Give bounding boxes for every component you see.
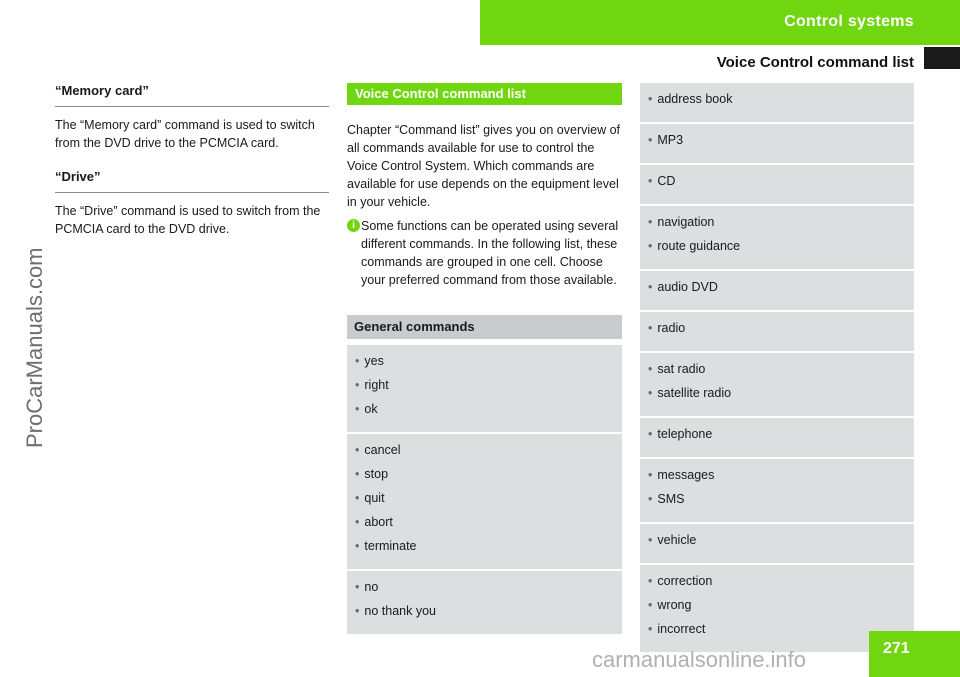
bottom-watermark: carmanualsonline.info <box>592 647 807 672</box>
command-item: • yes <box>355 353 622 377</box>
command-cell <box>640 353 914 416</box>
command-item: • terminate <box>355 538 622 562</box>
command-item: • no thank you <box>355 603 622 627</box>
command-item: • satellite radio <box>648 385 914 409</box>
command-item: • right <box>355 377 622 401</box>
command-cell <box>640 124 914 163</box>
command-item: • CD <box>648 173 914 197</box>
command-item: • quit <box>355 490 622 514</box>
column-right-command-table <box>640 83 914 652</box>
command-item: • vehicle <box>648 532 914 556</box>
command-cell <box>640 312 914 351</box>
command-item: • navigation <box>648 214 914 238</box>
command-item: • stop <box>355 466 622 490</box>
command-cell <box>640 271 914 310</box>
drive-heading: “Drive” <box>55 168 329 193</box>
command-cell <box>347 571 622 634</box>
command-item: • messages <box>648 467 914 491</box>
section-title: Control systems <box>784 13 914 30</box>
command-item: • telephone <box>648 426 914 450</box>
command-item: • correction <box>648 573 914 597</box>
memory-card-heading: “Memory card” <box>55 82 329 107</box>
subsection-title: Voice Control command list <box>716 54 914 71</box>
header-tab-marker <box>924 47 960 69</box>
command-cell <box>347 345 622 432</box>
command-item: • SMS <box>648 491 914 515</box>
command-item: • wrong <box>648 597 914 621</box>
command-cell <box>640 418 914 457</box>
command-item: • audio DVD <box>648 279 914 303</box>
command-item: • no <box>355 579 622 603</box>
command-item: • sat radio <box>648 361 914 385</box>
command-cell <box>347 434 622 569</box>
memory-card-text: The “Memory card” command is used to switch from the DVD drive to the PCMCIA card. <box>55 118 315 150</box>
intro-text: Chapter “Command list” gives you on overview of all commands available for use to control the Voice Control System. Which commands are available for use depends on the equipment level in your vehicle. <box>347 123 621 209</box>
command-cell <box>640 206 914 269</box>
command-item: • address book <box>648 91 914 115</box>
command-item: • cancel <box>355 442 622 466</box>
command-item: • abort <box>355 514 622 538</box>
general-commands-table <box>347 345 622 634</box>
info-note <box>347 217 622 289</box>
command-cell <box>640 459 914 522</box>
column-left <box>55 82 329 254</box>
command-item: • MP3 <box>648 132 914 156</box>
info-note-text: Some functions can be operated using several different commands. In the following list, these commands are grouped in one cell. Choose your preferred command from those available. <box>361 219 619 287</box>
column-middle <box>347 83 622 634</box>
command-cell <box>640 524 914 563</box>
command-item: • radio <box>648 320 914 344</box>
info-icon: i <box>347 219 360 232</box>
side-watermark: ProCarManuals.com <box>22 247 47 448</box>
command-cell <box>640 83 914 122</box>
command-item: • ok <box>355 401 622 425</box>
command-list-heading: Voice Control command list <box>347 83 622 105</box>
drive-text: The “Drive” command is used to switch from the PCMCIA card to the DVD drive. <box>55 204 321 236</box>
command-cell <box>640 165 914 204</box>
general-commands-heading: General commands <box>347 315 622 339</box>
command-item: • incorrect <box>648 621 914 645</box>
command-item: • route guidance <box>648 238 914 262</box>
page-number: 271 <box>883 640 910 657</box>
page-number-box <box>869 631 960 677</box>
section-header-bar <box>480 0 960 45</box>
